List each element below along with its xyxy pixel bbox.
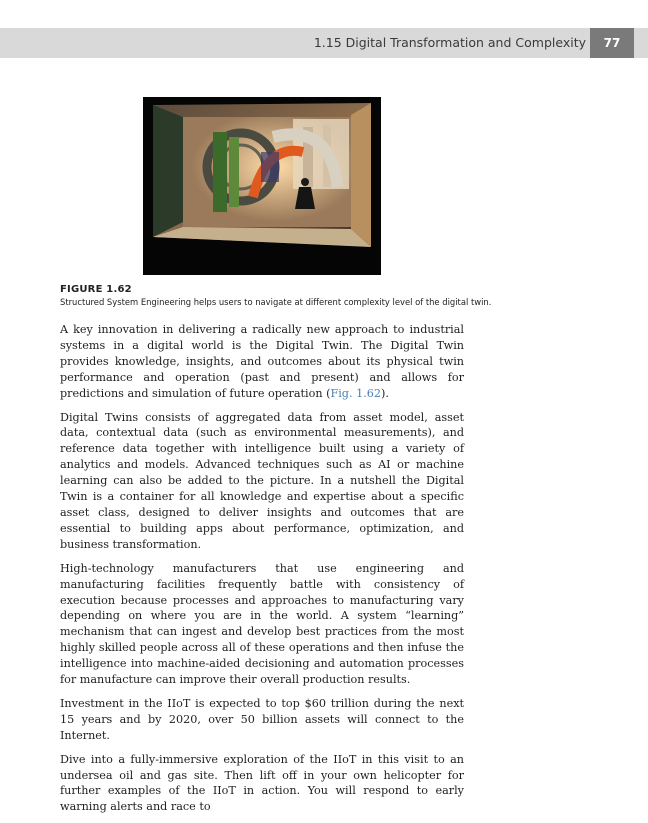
paragraph-1-text: A key innovation in delivering a radically new approach to industrial systems in a digital world is the Digital Twin. The Digital Twin provides knowledge, insights, and outcomes about its physical twin performance and operation (past and present) and allows for predictions and simulation of future operation (: [60, 323, 464, 400]
figure-reference-link[interactable]: Fig. 1.62: [330, 386, 381, 400]
paragraph-4: Investment in the IIoT is expected to top $60 trillion during the next 15 years and by 2020, over 50 billion assets will connect to the Internet.: [60, 696, 464, 742]
page-number: 77: [590, 28, 634, 58]
figure-caption: Structured System Engineering helps users to navigate at different complexity level of the digital twin.: [60, 297, 492, 307]
paragraph-5: Dive into a fully-immersive exploration of the IIoT in this visit to an undersea oil and gas site. Then lift off in your own helicopter for further examples of the IIoT in action. You will respond to early warning alerts and race to: [60, 752, 464, 814]
paragraph-2: Digital Twins consists of aggregated data from asset model, asset data, contextual data (such as environmental measurements), and reference data together with intelligence built using a variety of analytics and models. Advanced techniques such as AI or machine learning can also be added to the picture. In a nutshell the Digital Twin is a container for all knowledge and expertise about a specific asset class, designed to deliver insights and outcomes that are essential to building apps about performance, optimization, and business transformation.: [60, 410, 464, 551]
paragraph-1-end: ).: [381, 386, 389, 400]
digital-twin-photo: [143, 97, 381, 275]
paragraph-1: [60, 322, 464, 402]
figure-image: [143, 97, 381, 275]
body-text: [60, 322, 464, 823]
paragraph-3: High-technology manufacturers that use engineering and manufacturing facilities frequently battle with consistency of execution because processes and approaches to manufacturing vary depending on where you are in the world. A system “learning” mechanism that can ingest and develop best practices from the most highly skilled people across all of these operations and then infuse the intelligence into machine-aided decisioning and automation processes for manufacture can improve their overall production results.: [60, 561, 464, 687]
running-header: [0, 28, 648, 58]
section-title: 1.15 Digital Transformation and Complexity: [313, 35, 586, 50]
figure-label: FIGURE 1.62: [60, 284, 132, 295]
